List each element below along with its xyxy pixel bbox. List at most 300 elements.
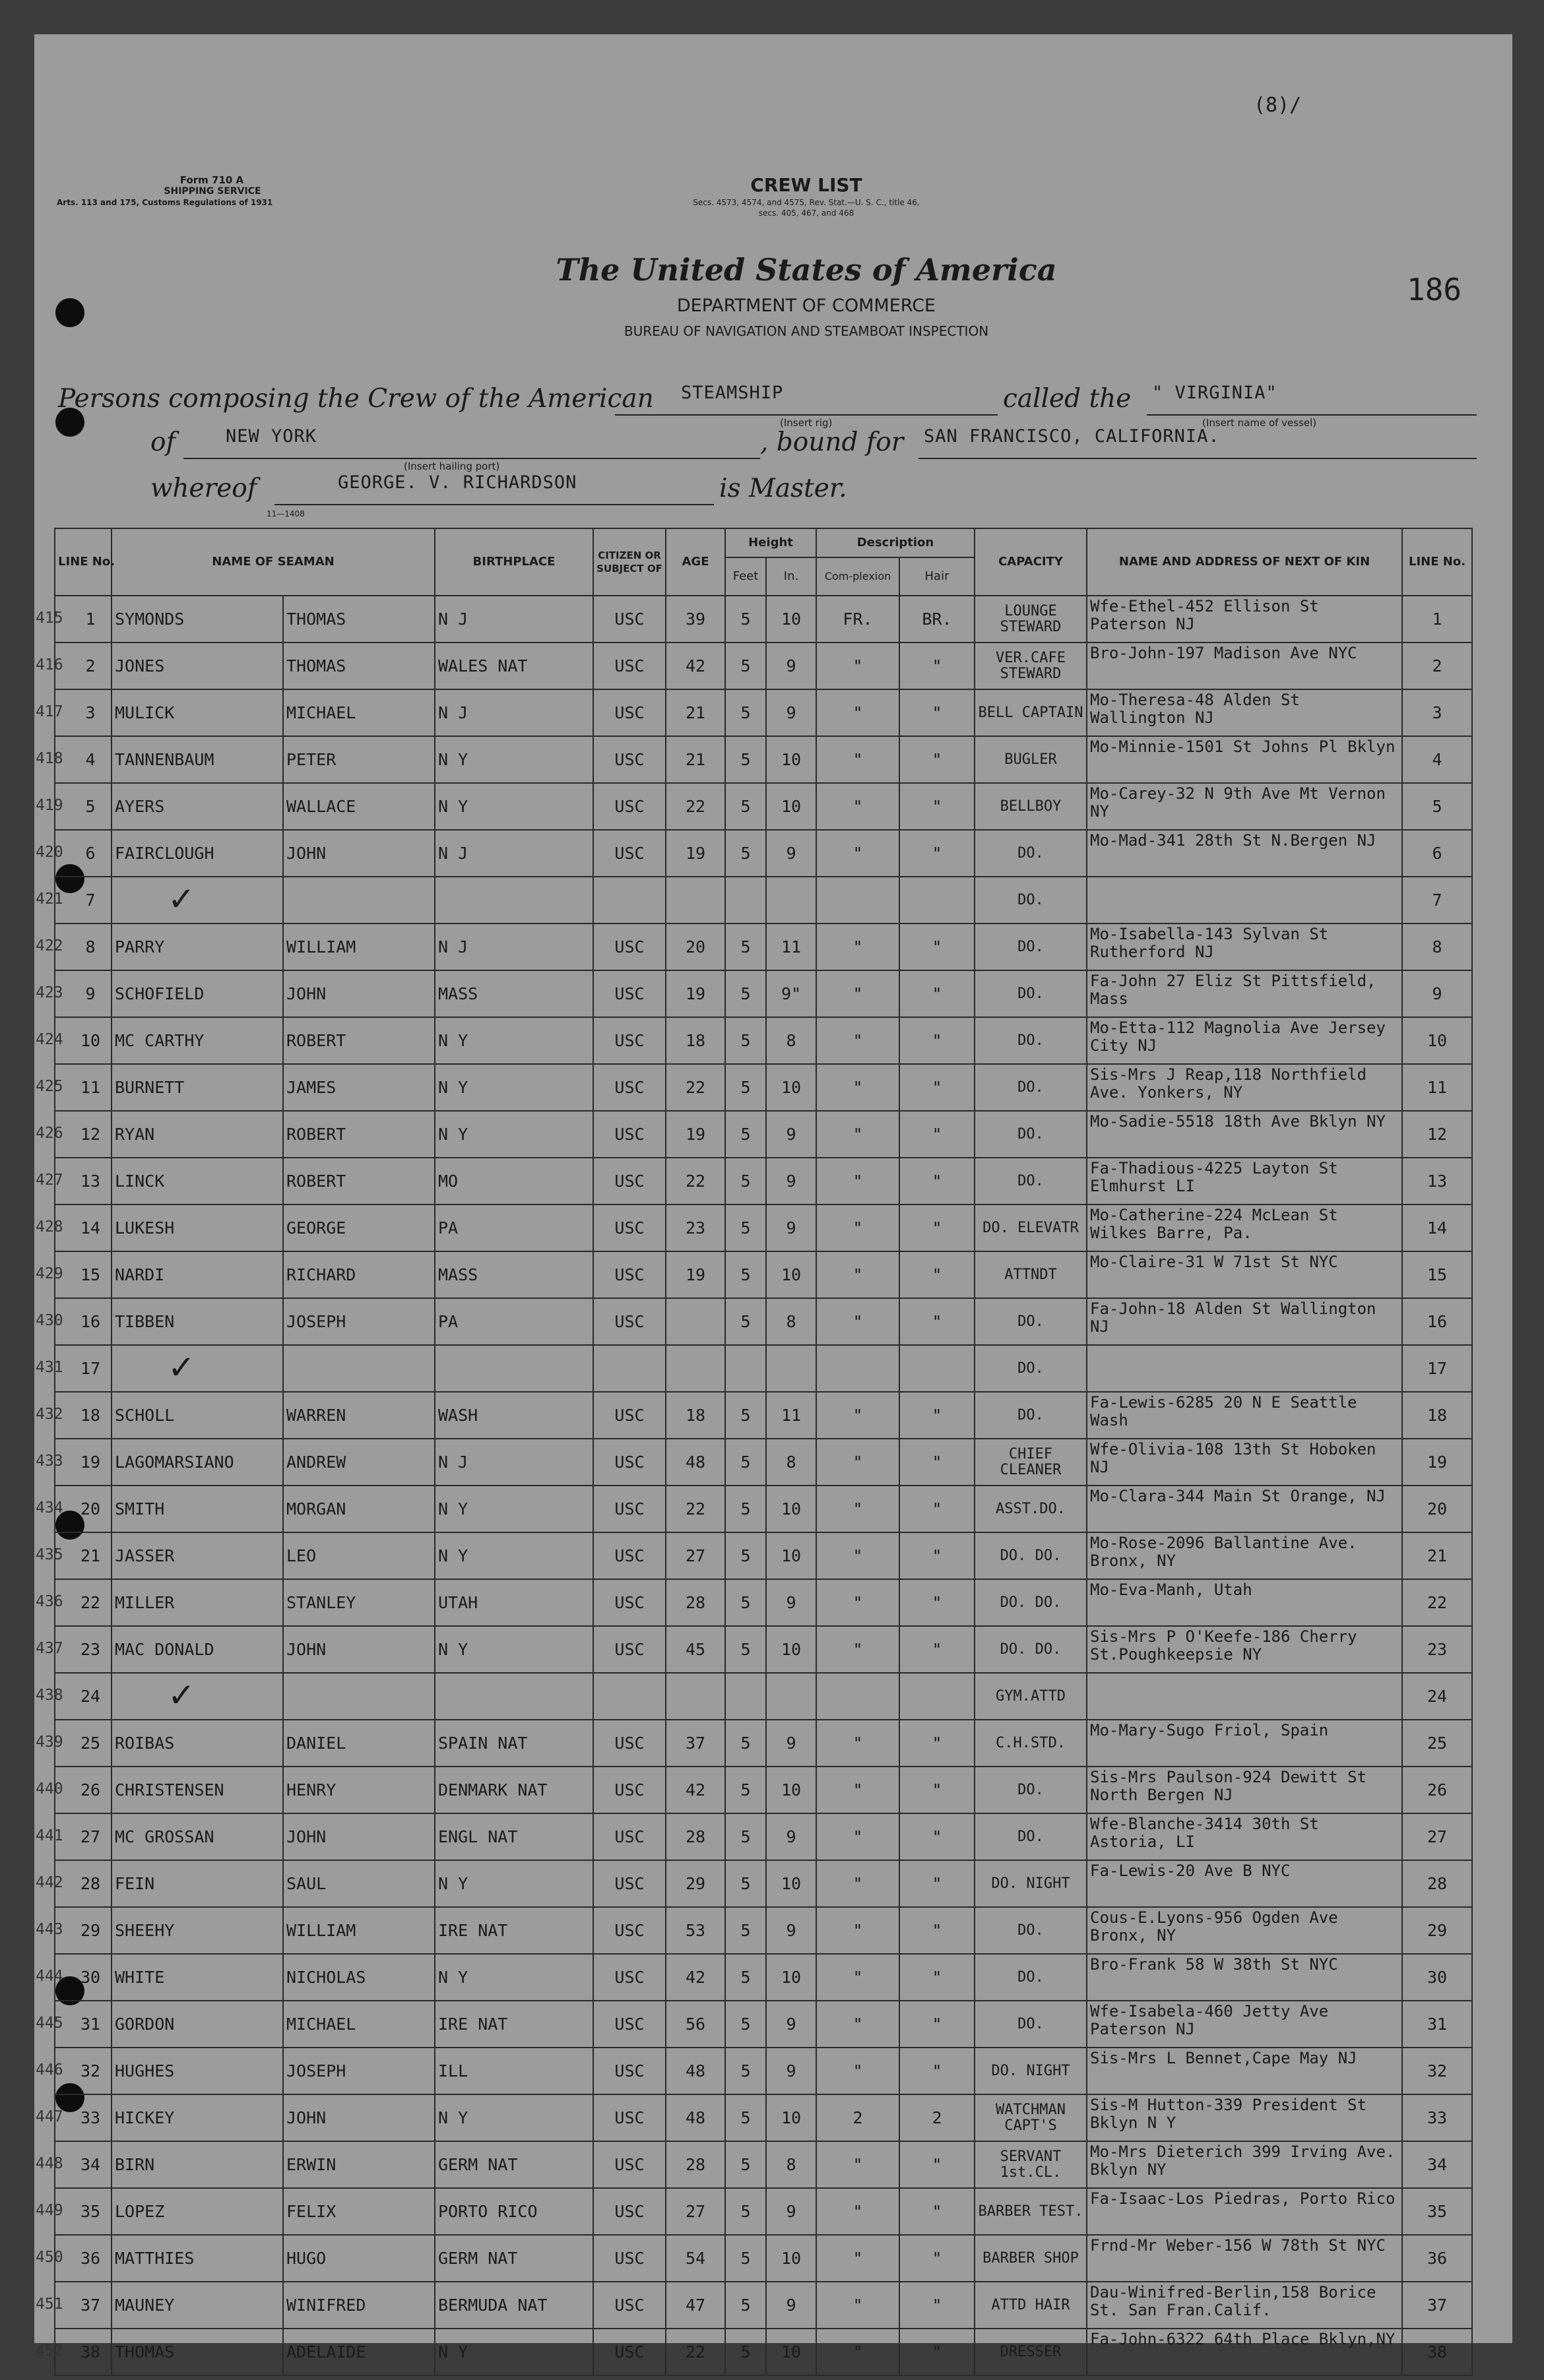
given-name: JAMES (283, 1064, 435, 1111)
next-of-kin: Fa-Lewis-6285 20 N E Seattle Wash (1087, 1392, 1402, 1439)
line-number-value: 2 (85, 656, 96, 675)
age: 42 (666, 1767, 725, 1813)
table-row (55, 924, 1472, 970)
ledger-ref-number: 424 (36, 1031, 63, 1048)
ledger-ref-number: 433 (36, 1453, 63, 1470)
birthplace (435, 877, 593, 924)
height-inches: 10 (766, 1532, 816, 1579)
citizenship: USC (593, 1439, 666, 1486)
age (666, 1298, 725, 1345)
next-of-kin: Frnd-Mr Weber-156 W 78th St NYC (1087, 2235, 1402, 2282)
table-row (55, 2001, 1472, 2048)
col-height: Height (725, 528, 816, 557)
age (666, 1673, 725, 1720)
citizenship: USC (593, 1954, 666, 2001)
height-feet: 5 (725, 1767, 766, 1813)
given-name: ERWIN (283, 2141, 435, 2188)
height-inches: 9 (766, 830, 816, 877)
col-complexion: Com-plexion (816, 557, 899, 596)
next-of-kin: Fa-Thadious-4225 Layton St Elmhurst LI (1087, 1158, 1402, 1205)
height-inches: 10 (766, 1626, 816, 1673)
given-name: ROBERT (283, 1158, 435, 1205)
hair: " (899, 689, 975, 736)
ledger-ref-number: 432 (36, 1406, 63, 1423)
form-number: Form 710 A (179, 174, 244, 186)
line-number-value: 34 (80, 2155, 101, 2174)
ledger-ref-number: 450 (36, 2249, 63, 2266)
line-number (36, 877, 112, 924)
height-feet (725, 1673, 766, 1720)
height-feet: 5 (725, 1392, 766, 1439)
hair: 2 (899, 2094, 975, 2141)
height-inches: 9 (766, 1907, 816, 1954)
line-number-value: 38 (80, 2342, 101, 2362)
table-row (55, 877, 1472, 924)
line-number (36, 1017, 112, 1064)
height-feet (725, 877, 766, 924)
height-feet: 5 (725, 1439, 766, 1486)
line-number-value: 26 (80, 1780, 101, 1800)
ledger-ref-number: 435 (36, 1546, 63, 1563)
table-row (55, 1907, 1472, 1954)
line-number-value: 6 (85, 844, 96, 863)
ledger-ref-number: 420 (36, 844, 63, 861)
complexion: " (816, 2235, 899, 2282)
is-master-label: is Master. (719, 474, 847, 503)
age: 18 (666, 1392, 725, 1439)
line-number-value: 23 (80, 1640, 101, 1659)
age: 53 (666, 1907, 725, 1954)
line-number-value: 17 (80, 1359, 101, 1378)
complexion: " (816, 642, 899, 689)
line-number-value: 28 (80, 1874, 101, 1893)
height-feet: 5 (725, 1720, 766, 1767)
line-number (36, 1064, 112, 1111)
given-name (283, 1673, 435, 1720)
line-number (36, 1767, 112, 1813)
citizenship: USC (593, 1392, 666, 1439)
line-number (36, 1532, 112, 1579)
col-birthplace: BIRTHPLACE (435, 528, 593, 596)
citizenship: USC (593, 1205, 666, 1251)
height-feet: 5 (725, 2048, 766, 2094)
next-of-kin: Mo-Eva-Manh, Utah (1087, 1579, 1402, 1626)
height-feet: 5 (725, 1579, 766, 1626)
ledger-ref-number: 448 (36, 2155, 63, 2172)
table-row (55, 783, 1472, 830)
given-name: THOMAS (283, 642, 435, 689)
complexion: " (816, 2001, 899, 2048)
next-of-kin: Mo-Mad-341 28th St N.Bergen NJ (1087, 830, 1402, 877)
given-name: NICHOLAS (283, 1954, 435, 2001)
next-of-kin: Fa-John-6322 64th Place Bklyn,NY (1087, 2329, 1402, 2375)
height-feet: 5 (725, 2235, 766, 2282)
given-name: ROBERT (283, 1111, 435, 1158)
complexion: " (816, 2282, 899, 2329)
ledger-ref-number: 445 (36, 2015, 63, 2032)
age: 19 (666, 830, 725, 877)
hair: " (899, 1392, 975, 1439)
height-inches: 9 (766, 2282, 816, 2329)
line-number (36, 1907, 112, 1954)
age: 21 (666, 736, 725, 783)
hair: " (899, 1298, 975, 1345)
line-number (36, 1345, 112, 1392)
surname: MC GROSSAN (112, 1813, 283, 1860)
height-feet: 5 (725, 924, 766, 970)
line-number (36, 1813, 112, 1860)
hair: " (899, 1579, 975, 1626)
height-feet: 5 (725, 736, 766, 783)
col-inches: In. (766, 557, 816, 596)
given-name: SAUL (283, 1860, 435, 1907)
ledger-ref-number: 421 (36, 891, 63, 908)
form-regulations: Arts. 113 and 175, Customs Regulations of 1931 (57, 198, 273, 207)
ledger-ref-number: 427 (36, 1172, 63, 1189)
next-of-kin: Sis-M Hutton-339 President St Bklyn N Y (1087, 2094, 1402, 2141)
line-number (36, 2094, 112, 2141)
table-row (55, 1579, 1472, 1626)
hair: " (899, 1626, 975, 1673)
birthplace: N Y (435, 1486, 593, 1532)
line-number-right: 27 (1402, 1813, 1472, 1860)
given-name: HENRY (283, 1767, 435, 1813)
next-of-kin: Fa-Isaac-Los Piedras, Porto Rico (1087, 2188, 1402, 2235)
ledger-ref-number: 449 (36, 2202, 63, 2219)
height-feet: 5 (725, 783, 766, 830)
hair: " (899, 2329, 975, 2375)
height-feet: 5 (725, 2001, 766, 2048)
capacity: BARBER TEST. (975, 2188, 1087, 2235)
height-feet: 5 (725, 1017, 766, 1064)
ledger-ref-number: 416 (36, 656, 63, 673)
given-name: LEO (283, 1532, 435, 1579)
line-number-right: 17 (1402, 1345, 1472, 1392)
surname: SCHOFIELD (112, 970, 283, 1017)
line-number-right: 2 (1402, 642, 1472, 689)
height-inches: 9 (766, 1205, 816, 1251)
height-feet: 5 (725, 1298, 766, 1345)
height-inches: 9 (766, 1720, 816, 1767)
citizenship: USC (593, 596, 666, 642)
ledger-ref-number: 431 (36, 1359, 63, 1376)
next-of-kin (1087, 1673, 1402, 1720)
capacity: DO. NIGHT (975, 1860, 1087, 1907)
given-name: MICHAEL (283, 2001, 435, 2048)
line-number (36, 2282, 112, 2329)
height-inches: 8 (766, 1439, 816, 1486)
complexion: " (816, 1064, 899, 1111)
height-feet: 5 (725, 1626, 766, 1673)
birthplace: UTAH (435, 1579, 593, 1626)
height-inches: 10 (766, 2329, 816, 2375)
complexion: " (816, 1626, 899, 1673)
ledger-ref-number: 415 (36, 610, 63, 627)
surname: FEIN (112, 1860, 283, 1907)
height-inches: 9" (766, 970, 816, 1017)
height-inches (766, 877, 816, 924)
surname: NARDI (112, 1251, 283, 1298)
birthplace: SPAIN NAT (435, 1720, 593, 1767)
birthplace: WASH (435, 1392, 593, 1439)
next-of-kin: Bro-Frank 58 W 38th St NYC (1087, 1954, 1402, 2001)
ledger-ref-number: 434 (36, 1499, 63, 1517)
table-row (55, 830, 1472, 877)
table-row (55, 1392, 1472, 1439)
height-feet: 5 (725, 1532, 766, 1579)
height-feet: 5 (725, 970, 766, 1017)
citizenship (593, 877, 666, 924)
surname (112, 877, 283, 924)
line-number (36, 736, 112, 783)
birthplace: ENGL NAT (435, 1813, 593, 1860)
next-of-kin: Cous-E.Lyons-956 Ogden Ave Bronx, NY (1087, 1907, 1402, 1954)
line-number-right: 29 (1402, 1907, 1472, 1954)
age: 21 (666, 689, 725, 736)
age: 42 (666, 1954, 725, 2001)
hair: " (899, 1860, 975, 1907)
next-of-kin: Mo-Carey-32 N 9th Ave Mt Vernon NY (1087, 783, 1402, 830)
line-number-right: 26 (1402, 1767, 1472, 1813)
line-number-value: 25 (80, 1734, 101, 1753)
surname: HUGHES (112, 2048, 283, 2094)
age: 22 (666, 1064, 725, 1111)
height-feet: 5 (725, 642, 766, 689)
surname: BIRN (112, 2141, 283, 2188)
citizenship: USC (593, 1298, 666, 1345)
surname: HICKEY (112, 2094, 283, 2141)
checkmark-icon: ✓ (168, 1348, 195, 1387)
hair: " (899, 1111, 975, 1158)
hair: " (899, 1907, 975, 1954)
next-of-kin: Mo-Rose-2096 Ballantine Ave. Bronx, NY (1087, 1532, 1402, 1579)
surname: TANNENBAUM (112, 736, 283, 783)
next-of-kin: Mo-Theresa-48 Alden St Wallington NJ (1087, 689, 1402, 736)
age: 27 (666, 1532, 725, 1579)
complexion: " (816, 1532, 899, 1579)
capacity: DO. (975, 970, 1087, 1017)
citizenship: USC (593, 1860, 666, 1907)
height-inches: 9 (766, 2048, 816, 2094)
surname: BURNETT (112, 1064, 283, 1111)
citizenship: USC (593, 2141, 666, 2188)
line-number-value: 8 (85, 937, 96, 956)
line-number-value: 10 (80, 1031, 101, 1050)
complexion: " (816, 783, 899, 830)
line-number-right: 22 (1402, 1579, 1472, 1626)
line-number-right: 28 (1402, 1860, 1472, 1907)
birthplace: N J (435, 596, 593, 642)
age: 37 (666, 1720, 725, 1767)
table-row (55, 2048, 1472, 2094)
next-of-kin: Fa-John-18 Alden St Wallington NJ (1087, 1298, 1402, 1345)
line-number-value: 3 (85, 703, 96, 722)
next-of-kin: Mo-Mary-Sugo Friol, Spain (1087, 1720, 1402, 1767)
hair: " (899, 1813, 975, 1860)
surname: MATTHIES (112, 2235, 283, 2282)
hair: BR. (899, 596, 975, 642)
birthplace: N J (435, 689, 593, 736)
surname: JONES (112, 642, 283, 689)
complexion: " (816, 1860, 899, 1907)
next-of-kin (1087, 1345, 1402, 1392)
table-row (55, 689, 1472, 736)
hair: " (899, 1486, 975, 1532)
rig-entry: STEAMSHIP (681, 383, 784, 403)
hair: " (899, 2282, 975, 2329)
citizenship: USC (593, 736, 666, 783)
ledger-ref-number: 418 (36, 750, 63, 767)
surname: MAC DONALD (112, 1626, 283, 1673)
ledger-ref-number: 429 (36, 1265, 63, 1282)
given-name: THOMAS (283, 596, 435, 642)
citizenship: USC (593, 1813, 666, 1860)
hair: " (899, 1954, 975, 2001)
next-of-kin: Wfe-Blanche-3414 30th St Astoria, LI (1087, 1813, 1402, 1860)
height-inches: 10 (766, 2094, 816, 2141)
table-row (55, 1251, 1472, 1298)
line-number-right: 21 (1402, 1532, 1472, 1579)
checkmark-icon: ✓ (168, 880, 195, 918)
hair: " (899, 2141, 975, 2188)
capacity: GYM.ATTD (975, 1673, 1087, 1720)
table-row (55, 1532, 1472, 1579)
line-number (36, 1205, 112, 1251)
given-name: RICHARD (283, 1251, 435, 1298)
next-of-kin: Mo-Etta-112 Magnolia Ave Jersey City NJ (1087, 1017, 1402, 1064)
age: 54 (666, 2235, 725, 2282)
page-number: (8)/ (1254, 94, 1302, 117)
hair (899, 877, 975, 924)
line-number-value: 21 (80, 1546, 101, 1565)
ledger-ref-number: 452 (36, 2342, 63, 2360)
statutes-line-1: Secs. 4573, 4574, and 4575, Rev. Stat.—U. S. C., title 46, (693, 198, 920, 207)
complexion: " (816, 689, 899, 736)
hair: " (899, 1158, 975, 1205)
height-feet: 5 (725, 2282, 766, 2329)
age (666, 877, 725, 924)
given-name: MORGAN (283, 1486, 435, 1532)
line-number-right: 35 (1402, 2188, 1472, 2235)
ledger-ref-number: 444 (36, 1968, 63, 1985)
height-inches: 9 (766, 2188, 816, 2235)
line-number-right: 20 (1402, 1486, 1472, 1532)
line-number (36, 1392, 112, 1439)
line-number-right: 23 (1402, 1626, 1472, 1673)
surname: WHITE (112, 1954, 283, 2001)
citizenship: USC (593, 830, 666, 877)
capacity: DO. (975, 1954, 1087, 2001)
height-inches: 8 (766, 2141, 816, 2188)
line-number (36, 1673, 112, 1720)
capacity: DO. (975, 1767, 1087, 1813)
height-inches: 9 (766, 1813, 816, 1860)
line-number (36, 1251, 112, 1298)
table-row (55, 2141, 1472, 2188)
height-inches: 10 (766, 1251, 816, 1298)
line-number-right: 1 (1402, 596, 1472, 642)
citizenship: USC (593, 2235, 666, 2282)
line-number-value: 32 (80, 2061, 101, 2081)
ledger-ref-number: 451 (36, 2296, 63, 2313)
citizenship: USC (593, 783, 666, 830)
table-row (55, 1860, 1472, 1907)
ledger-ref-number: 438 (36, 1687, 63, 1704)
line-number-right: 18 (1402, 1392, 1472, 1439)
citizenship: USC (593, 2329, 666, 2375)
hair: " (899, 2235, 975, 2282)
citizenship: USC (593, 1720, 666, 1767)
height-feet: 5 (725, 1205, 766, 1251)
given-name: JOSEPH (283, 1298, 435, 1345)
line-number-right: 33 (1402, 2094, 1472, 2141)
surname: MAUNEY (112, 2282, 283, 2329)
capacity: SERVANT 1st.CL. (975, 2141, 1087, 2188)
height-inches: 10 (766, 1860, 816, 1907)
surname: RYAN (112, 1111, 283, 1158)
hair: " (899, 924, 975, 970)
line-number-right: 25 (1402, 1720, 1472, 1767)
hair: " (899, 830, 975, 877)
capacity: C.H.STD. (975, 1720, 1087, 1767)
line-number-value: 13 (80, 1172, 101, 1191)
capacity: ATTD HAIR (975, 2282, 1087, 2329)
line-number (36, 970, 112, 1017)
capacity: DO. (975, 1813, 1087, 1860)
complexion: " (816, 1907, 899, 1954)
height-inches (766, 1673, 816, 1720)
table-row (55, 1486, 1472, 1532)
line-number (36, 2329, 112, 2375)
birthplace: PORTO RICO (435, 2188, 593, 2235)
line-number (36, 2141, 112, 2188)
capacity: CHIEF CLEANER (975, 1439, 1087, 1486)
given-name: JOHN (283, 830, 435, 877)
hair: " (899, 1017, 975, 1064)
complexion: 2 (816, 2094, 899, 2141)
ledger-ref-number: 446 (36, 2061, 63, 2079)
birthplace: N Y (435, 736, 593, 783)
height-inches: 10 (766, 783, 816, 830)
complexion: " (816, 2048, 899, 2094)
citizenship: USC (593, 1626, 666, 1673)
line-number (36, 1486, 112, 1532)
hair: " (899, 1439, 975, 1486)
capacity: DO. (975, 1111, 1087, 1158)
surname: GORDON (112, 2001, 283, 2048)
hair: " (899, 1064, 975, 1111)
stamp-number: 186 (1407, 272, 1462, 307)
age: 28 (666, 1579, 725, 1626)
bureau-title: BUREAU OF NAVIGATION AND STEAMBOAT INSPECTION (624, 323, 989, 339)
birthplace: N Y (435, 1017, 593, 1064)
birthplace: IRE NAT (435, 2001, 593, 2048)
line-number (36, 596, 112, 642)
height-inches: 9 (766, 2001, 816, 2048)
line-number (36, 1860, 112, 1907)
citizenship: USC (593, 1251, 666, 1298)
height-inches: 9 (766, 642, 816, 689)
rig-caption: (Insert rig) (780, 417, 833, 429)
table-row (55, 1158, 1472, 1205)
complexion: " (816, 1954, 899, 2001)
line-number-value: 27 (80, 1827, 101, 1846)
given-name: DANIEL (283, 1720, 435, 1767)
capacity: WATCHMAN CAPT'S (975, 2094, 1087, 2141)
birthplace: GERM NAT (435, 2235, 593, 2282)
line-number-right: 24 (1402, 1673, 1472, 1720)
surname: LUKESH (112, 1205, 283, 1251)
